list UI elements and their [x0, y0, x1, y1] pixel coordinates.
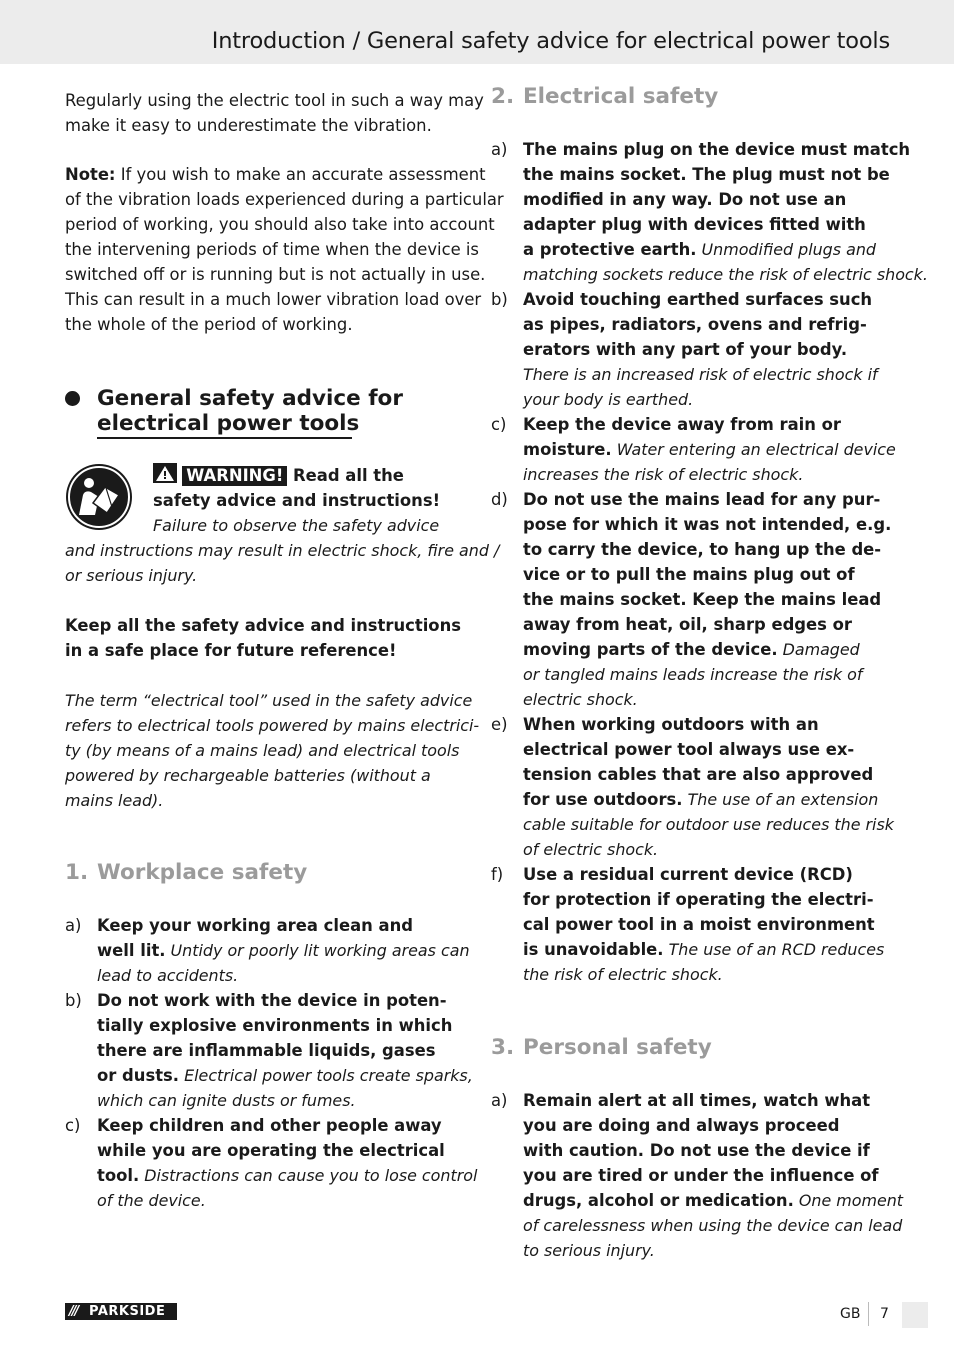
note-line — [65, 312, 353, 337]
item-label: d) — [491, 490, 508, 509]
electrical-safety-number: 2. — [491, 84, 515, 109]
keep-line — [65, 638, 397, 663]
item-bold-text: erators with any part of your body. — [523, 340, 848, 359]
item-line — [523, 512, 891, 537]
note-line — [65, 187, 504, 212]
term-text: refers to electrical tools powered by mains electrici- — [65, 716, 480, 735]
intro-line — [65, 88, 484, 113]
note-text: of the vibration loads experienced during a particular — [65, 190, 504, 209]
section-heading-line-2: electrical power tools — [97, 411, 360, 436]
item-line — [97, 1063, 473, 1088]
electrical-safety-title: Electrical safety — [523, 84, 719, 109]
item-bold-text: with caution. Do not use the device if — [523, 1141, 870, 1160]
item-bold-text: drugs, alcohol or medication. — [523, 1191, 794, 1210]
personal-safety-number: 3. — [491, 1035, 515, 1060]
note-line — [65, 212, 495, 237]
warning-bold-text-1: Read all the — [287, 466, 404, 485]
item-line — [523, 1163, 879, 1188]
workplace-safety-title: Workplace safety — [97, 860, 308, 885]
item-bold-text: the mains socket. Keep the mains lead — [523, 590, 882, 609]
section-bullet — [65, 391, 80, 406]
item-line — [523, 137, 910, 162]
item-bold-text: tool. — [97, 1166, 140, 1185]
item-italic-text: Distractions can cause you to lose control — [139, 1166, 478, 1185]
page-title: Introduction / General safety advice for electrical power tools — [211, 28, 890, 54]
section-heading-underline — [97, 437, 352, 439]
item-line — [523, 637, 860, 662]
item-bold-text: to carry the device, to hang up the de- — [523, 540, 882, 559]
item-line — [523, 487, 880, 512]
item-italic-text: Untidy or poorly lit working areas can — [165, 941, 470, 960]
warning-italic-line-1: Failure to observe the safety advice — [153, 516, 440, 535]
item-line — [523, 1088, 870, 1113]
item-line — [523, 262, 928, 287]
item-line — [523, 162, 890, 187]
item-bold-text: modified in any way. Do not use an — [523, 190, 847, 209]
item-line — [97, 1038, 435, 1063]
personal-safety-heading — [491, 1035, 712, 1060]
item-label: f) — [491, 865, 504, 884]
item-italic-text: of electric shock. — [523, 840, 659, 859]
term-text: ty (by means of a mains lead) and electrical tools — [65, 741, 460, 760]
item-bold-text: Keep your working area clean and — [97, 916, 413, 935]
keep-text: in a safe place for future reference! — [65, 641, 397, 660]
item-italic-text: which can ignite dusts or fumes. — [97, 1091, 356, 1110]
logo-wordmark: PARKSIDE — [89, 1304, 166, 1319]
item-line — [523, 937, 884, 962]
item-bold-text: Avoid touching earthed surfaces such — [523, 290, 873, 309]
item-italic-text: Damaged — [777, 640, 860, 659]
item-label: a) — [491, 1091, 508, 1110]
item-italic-text: your body is earthed. — [523, 390, 694, 409]
item-line — [523, 887, 874, 912]
read-manual-icon — [65, 463, 133, 531]
item-line — [523, 1138, 870, 1163]
item-label: c) — [491, 415, 507, 434]
item-bold-text: tension cables that are also approved — [523, 765, 874, 784]
item-label: b) — [65, 991, 82, 1010]
keep-text: Keep all the safety advice and instructions — [65, 616, 461, 635]
term-line — [65, 738, 459, 763]
item-line — [523, 437, 896, 462]
item-bold-text: The mains plug on the device must match — [523, 140, 911, 159]
workplace-safety-number: 1. — [65, 860, 89, 885]
item-italic-text: Electrical power tools create sparks, — [179, 1066, 473, 1085]
item-bold-text: Use a residual current device (RCD) — [523, 865, 853, 884]
section-heading-line-1: General safety advice for — [97, 386, 403, 411]
intro-text: Regularly using the electric tool in such a way may — [65, 91, 484, 110]
item-line — [523, 1238, 655, 1263]
item-line — [523, 187, 846, 212]
item-bold-text: there are inflammable liquids, gases — [97, 1041, 436, 1060]
item-line — [523, 237, 876, 262]
item-bold-text: electrical power tool always use ex- — [523, 740, 855, 759]
item-italic-text: cable suitable for outdoor use reduces the risk — [523, 815, 894, 834]
item-bold-text: as pipes, radiators, ovens and refrig- — [523, 315, 867, 334]
item-italic-text: the risk of electric shock. — [523, 965, 723, 984]
item-italic-text: to serious injury. — [523, 1241, 655, 1260]
item-line — [523, 1113, 839, 1138]
item-line — [523, 1188, 903, 1213]
warning-line-1 — [153, 463, 404, 490]
personal-safety-title: Personal safety — [523, 1035, 712, 1060]
logo-stripes: /// — [69, 1304, 78, 1319]
item-italic-text: increases the risk of electric shock. — [523, 465, 804, 484]
warning-italic-line-3: or serious injury. — [65, 566, 198, 585]
note-line — [65, 162, 486, 187]
intro-line — [65, 113, 432, 138]
item-line — [523, 337, 847, 362]
parkside-logo — [65, 1303, 177, 1320]
note-text: This can result in a much lower vibration load over — [65, 290, 482, 309]
item-line — [523, 412, 841, 437]
item-bold-text: moisture. — [523, 440, 612, 459]
item-line — [97, 963, 238, 988]
item-bold-text: you are doing and always proceed — [523, 1116, 840, 1135]
item-label: a) — [491, 140, 508, 159]
item-bold-text: you are tired or under the influence of — [523, 1166, 879, 1185]
item-italic-text: of the device. — [97, 1191, 206, 1210]
item-bold-text: tially explosive environments in which — [97, 1016, 453, 1035]
item-line — [97, 1113, 442, 1138]
note-text: period of working, you should also take into account — [65, 215, 495, 234]
term-line — [65, 788, 163, 813]
note-label: Note: — [65, 165, 116, 184]
item-bold-text: for use outdoors. — [523, 790, 683, 809]
note-text: If you wish to make an accurate assessment — [115, 165, 486, 184]
item-line — [523, 737, 854, 762]
term-line — [65, 713, 479, 738]
item-line — [523, 712, 819, 737]
item-line — [523, 762, 873, 787]
item-label: a) — [65, 916, 82, 935]
footer-divider — [868, 1302, 869, 1326]
item-bold-text: or dusts. — [97, 1066, 180, 1085]
language-code: GB — [840, 1306, 861, 1322]
item-label: b) — [491, 290, 508, 309]
item-italic-text: Water entering an electrical device — [611, 440, 896, 459]
item-bold-text: When working outdoors with an — [523, 715, 819, 734]
item-line — [523, 912, 875, 937]
item-line — [523, 362, 878, 387]
item-italic-text: electric shock. — [523, 690, 638, 709]
item-line — [97, 1138, 445, 1163]
warning-line-2 — [153, 488, 440, 513]
term-text: The term “electrical tool” used in the safety advice — [65, 691, 473, 710]
warning-triangle-icon — [153, 463, 177, 490]
item-bold-text: Keep children and other people away — [97, 1116, 442, 1135]
item-italic-text: The use of an RCD reduces — [663, 940, 885, 959]
item-line — [523, 1213, 902, 1238]
item-line — [523, 212, 866, 237]
electrical-safety-heading — [491, 84, 718, 109]
item-line — [523, 687, 638, 712]
item-bold-text: away from heat, oil, sharp edges or — [523, 615, 852, 634]
item-bold-text: pose for which it was not intended, e.g. — [523, 515, 892, 534]
item-line — [523, 312, 867, 337]
item-italic-text: lead to accidents. — [97, 966, 239, 985]
note-line — [65, 262, 485, 287]
keep-line — [65, 613, 461, 638]
item-italic-text: One moment — [793, 1191, 904, 1210]
item-label: e) — [491, 715, 508, 734]
item-bold-text: the mains socket. The plug must not be — [523, 165, 890, 184]
item-line — [523, 612, 852, 637]
item-line — [523, 787, 878, 812]
item-line — [523, 287, 872, 312]
warning-bold-text-2: safety advice and instructions! — [153, 491, 441, 510]
note-text: the whole of the period of working. — [65, 315, 353, 334]
note-text: switched off or is running but is not actually in use. — [65, 265, 486, 284]
warning-badge: WARNING! — [182, 466, 287, 486]
item-bold-text: vice or to pull the mains plug out of — [523, 565, 855, 584]
item-line — [97, 913, 413, 938]
item-label: c) — [65, 1116, 81, 1135]
item-line — [523, 537, 881, 562]
intro-text: make it easy to underestimate the vibration. — [65, 116, 432, 135]
note-line — [65, 287, 481, 312]
item-bold-text: a protective earth. — [523, 240, 697, 259]
item-bold-text: Remain alert at all times, watch what — [523, 1091, 871, 1110]
page-header — [0, 0, 954, 64]
item-bold-text: adapter plug with devices fitted with — [523, 215, 866, 234]
item-line — [97, 1163, 477, 1188]
item-italic-text: of carelessness when using the device can lead — [523, 1216, 903, 1235]
item-italic-text: Unmodified plugs and — [696, 240, 876, 259]
item-line — [97, 938, 470, 963]
term-text: powered by rechargeable batteries (without a — [65, 766, 431, 785]
item-bold-text: Do not work with the device in poten- — [97, 991, 447, 1010]
item-line — [523, 562, 855, 587]
item-line — [523, 387, 693, 412]
item-line — [523, 962, 723, 987]
item-bold-text: cal power tool in a moist environment — [523, 915, 875, 934]
note-line — [65, 237, 479, 262]
note-text: the intervening periods of time when the device is — [65, 240, 479, 259]
item-line — [97, 1088, 356, 1113]
item-bold-text: Keep the device away from rain or — [523, 415, 841, 434]
item-italic-text: or tangled mains leads increase the risk of — [523, 665, 863, 684]
item-bold-text: is unavoidable. — [523, 940, 664, 959]
item-italic-text: matching sockets reduce the risk of electric shock. — [523, 265, 928, 284]
workplace-safety-heading — [65, 860, 307, 885]
item-line — [523, 587, 881, 612]
item-bold-text: for protection if operating the electri- — [523, 890, 874, 909]
item-line — [523, 862, 853, 887]
item-line — [523, 837, 658, 862]
item-line — [523, 812, 894, 837]
item-bold-text: well lit. — [97, 941, 166, 960]
item-line — [97, 1013, 452, 1038]
term-text: mains lead). — [65, 791, 164, 810]
item-line — [97, 1188, 206, 1213]
item-bold-text: Do not use the mains lead for any pur- — [523, 490, 881, 509]
item-italic-text: There is an increased risk of electric shock if — [523, 365, 878, 384]
item-italic-text: The use of an extension — [682, 790, 879, 809]
item-bold-text: moving parts of the device. — [523, 640, 778, 659]
item-line — [523, 462, 803, 487]
footer-grey-box — [902, 1302, 928, 1328]
term-line — [65, 688, 472, 713]
term-line — [65, 763, 431, 788]
item-bold-text: while you are operating the electrical — [97, 1141, 445, 1160]
item-line — [523, 662, 862, 687]
page-number: 7 — [880, 1306, 889, 1322]
item-line — [97, 988, 447, 1013]
warning-italic-line-2: and instructions may result in electric shock, fire and / — [65, 541, 500, 560]
